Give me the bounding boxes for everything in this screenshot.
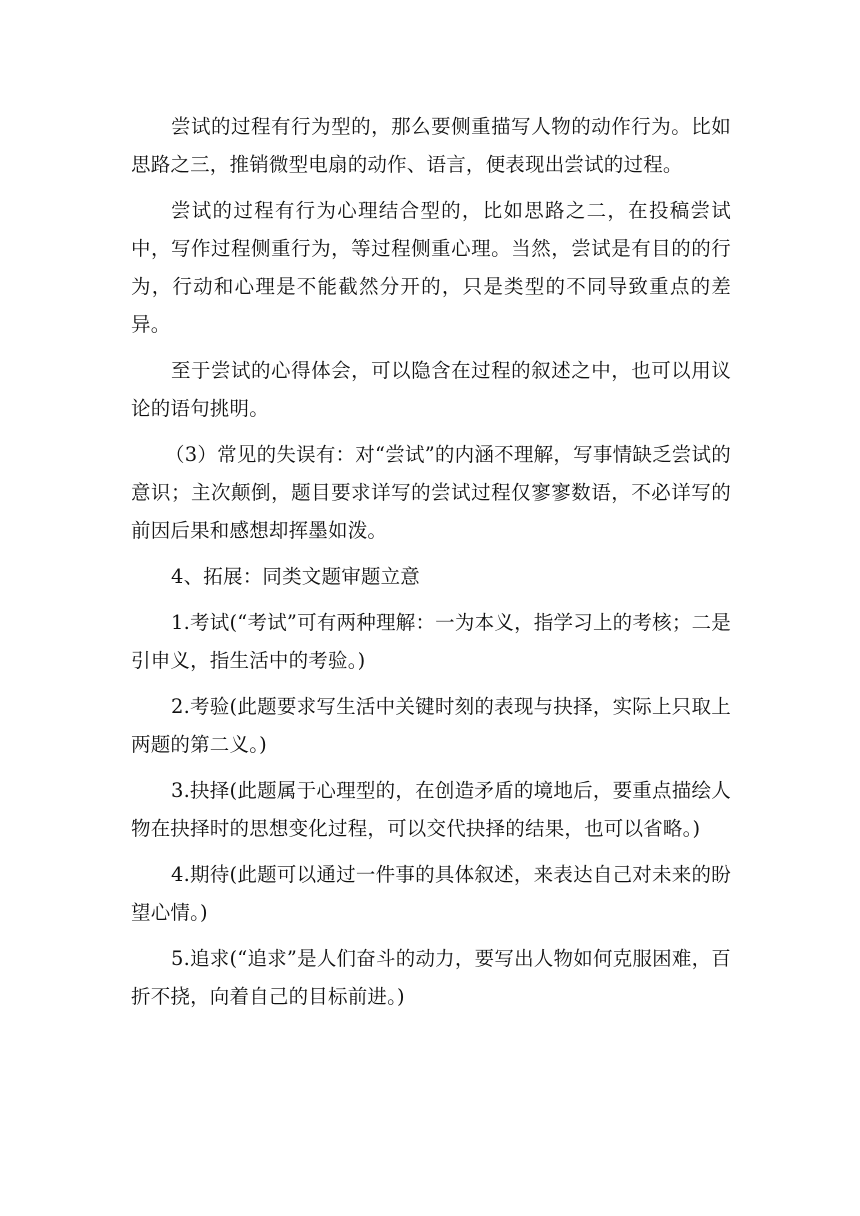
- document-body: [131, 108, 731, 1016]
- list-item-pursuit: 5.追求(“追求”是人们奋斗的动力，要写出人物如何克服困难，百折不挠，向着自己的目标前进。): [131, 947, 731, 1008]
- section-heading-extension: 4、拓展：同类文题审题立意: [171, 565, 421, 588]
- paragraph-behavior-type: 尝试的过程有行为型的，那么要侧重描写人物的动作行为。比如思路之三，推销微型电扇的动作、语言，便表现出尝试的过程。: [131, 115, 731, 176]
- list-item-exam: 1.考试(“考试”可有两种理解：一为本义，指学习上的考核；二是引申义，指生活中的考验。): [131, 611, 731, 672]
- list-item-choice: 3.抉择(此题属于心理型的，在创造矛盾的境地后，要重点描绘人物在抉择时的思想变化过程，可以交代抉择的结果，也可以省略。): [131, 779, 731, 840]
- list-item-test: 2.考验(此题要求写生活中关键时刻的表现与抉择，实际上只取上两题的第二义。): [131, 695, 731, 756]
- paragraph-behavior-psychology-type: 尝试的过程有行为心理结合型的，比如思路之二，在投稿尝试中，写作过程侧重行为，等过程侧重心理。当然，尝试是有目的的行为，行动和心理是不能截然分开的，只是类型的不同导致重点的差异。: [131, 199, 731, 336]
- paragraph-common-mistakes: （3）常见的失误有：对“尝试”的内涵不理解，写事情缺乏尝试的意识；主次颠倒，题目要求详写的尝试过程仅寥寥数语，不必详写的前因后果和感想却挥墨如泼。: [131, 443, 731, 542]
- paragraph-reflection: 至于尝试的心得体会，可以隐含在过程的叙述之中，也可以用议论的语句挑明。: [131, 359, 731, 420]
- list-item-expectation: 4.期待(此题可以通过一件事的具体叙述，来表达自己对未来的盼望心情。): [131, 863, 731, 924]
